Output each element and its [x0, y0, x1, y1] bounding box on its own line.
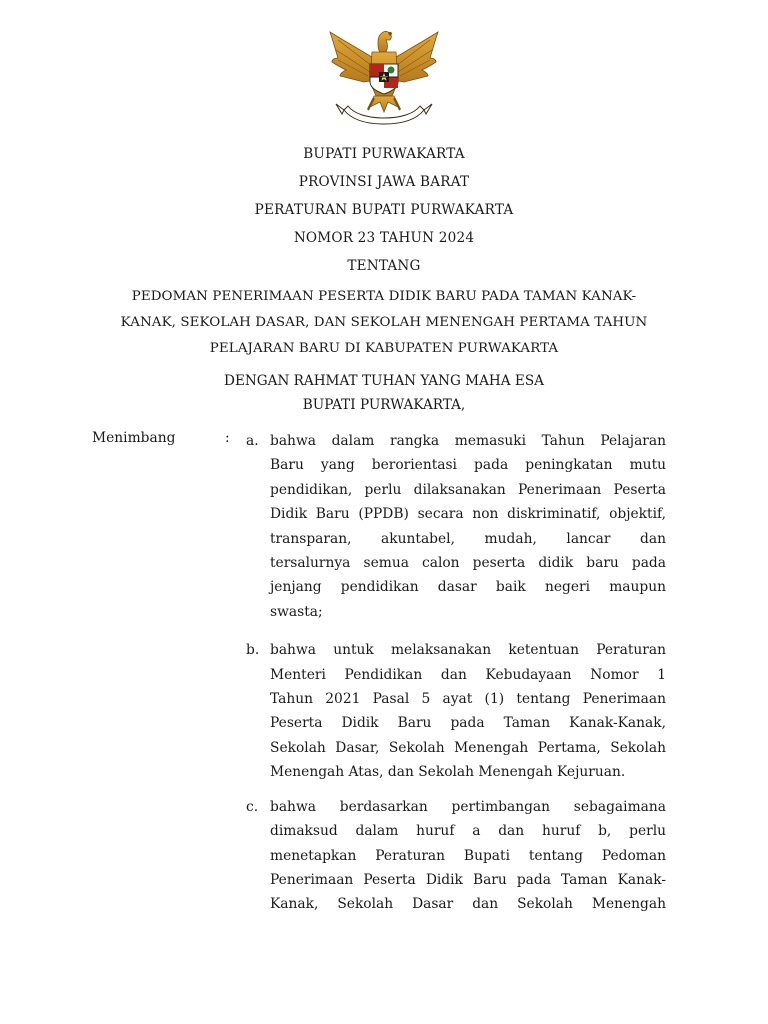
item-line: pendidikan, perlu dilaksanakan Penerimaan Peserta: [270, 481, 666, 498]
item-line: tersalurnya semua calon peserta didik baru pada: [270, 555, 666, 572]
item-line: Menengah Atas, dan Sekolah Menengah Kejuruan.: [270, 764, 626, 781]
header-about: TENTANG: [347, 258, 421, 274]
item-line: bahwa berdasarkan pertimbangan sebagaimana: [270, 798, 666, 815]
header-number: NOMOR 23 TAHUN 2024: [293, 230, 475, 246]
item-line: Didik Baru (PPDB) secara non diskriminatif, objektif,: [270, 506, 666, 523]
item-line: Peserta Didik Baru pada Taman Kanak-Kanak,: [270, 715, 666, 732]
item-line: Penerimaan Peserta Didik Baru pada Taman Kanak-: [270, 871, 666, 888]
item-marker: a.: [246, 433, 259, 449]
title-line: PEDOMAN PENERIMAAN PESERTA DIDIK BARU PADA TAMAN KANAK-: [131, 289, 637, 304]
considering-item-b: [246, 638, 666, 784]
item-marker: c.: [246, 798, 259, 815]
item-marker: b.: [246, 642, 260, 659]
header-regulation: PERATURAN BUPATI PURWAKARTA: [254, 202, 514, 218]
considering-label: Menimbang: [92, 430, 176, 446]
item-line: dimaksud dalam huruf a dan huruf b, perlu: [270, 823, 666, 840]
regulation-title: [100, 284, 668, 362]
item-line: menetapkan Peraturan Bupati tentang Pedoman: [270, 847, 666, 864]
title-line: KANAK, SEKOLAH DASAR, DAN SEKOLAH MENENGAH PERTAMA TAHUN: [120, 315, 648, 330]
item-line: bahwa untuk melaksanakan ketentuan Peraturan: [270, 642, 666, 659]
considering-item-c: [246, 795, 666, 917]
header-regent: BUPATI PURWAKARTA: [303, 146, 465, 162]
item-line: Sekolah Dasar, Sekolah Menengah Pertama, Sekolah: [270, 739, 666, 756]
item-line: Menteri Pendidikan dan Kebudayaan Nomor 1: [270, 666, 666, 683]
item-line: Baru yang berorientasi pada peningkatan mutu: [270, 457, 666, 474]
header-province: PROVINSI JAWA BARAT: [298, 174, 470, 190]
considering-list: [246, 429, 666, 917]
item-line: Tahun 2021 Pasal 5 ayat (1) tentang Penerimaan: [270, 691, 666, 708]
item-line: transparan, akuntabel, mudah, lancar dan: [270, 530, 666, 547]
greeting-line-1: DENGAN RAHMAT TUHAN YANG MAHA ESA: [224, 373, 544, 389]
considering-colon: :: [225, 430, 230, 446]
garuda-pancasila-emblem-icon: [324, 22, 444, 126]
item-line: bahwa dalam rangka memasuki Tahun Pelajaran: [270, 433, 666, 449]
greeting-line-2: BUPATI PURWAKARTA,: [302, 397, 466, 413]
item-line: Kanak, Sekolah Dasar dan Sekolah Menengah: [270, 896, 666, 913]
item-line: jenjang pendidikan dasar baik negeri maupun: [270, 579, 666, 596]
considering-item-a: [246, 429, 666, 624]
title-line: PELAJARAN BARU DI KABUPATEN PURWAKARTA: [209, 341, 559, 356]
item-line: swasta;: [270, 603, 323, 620]
